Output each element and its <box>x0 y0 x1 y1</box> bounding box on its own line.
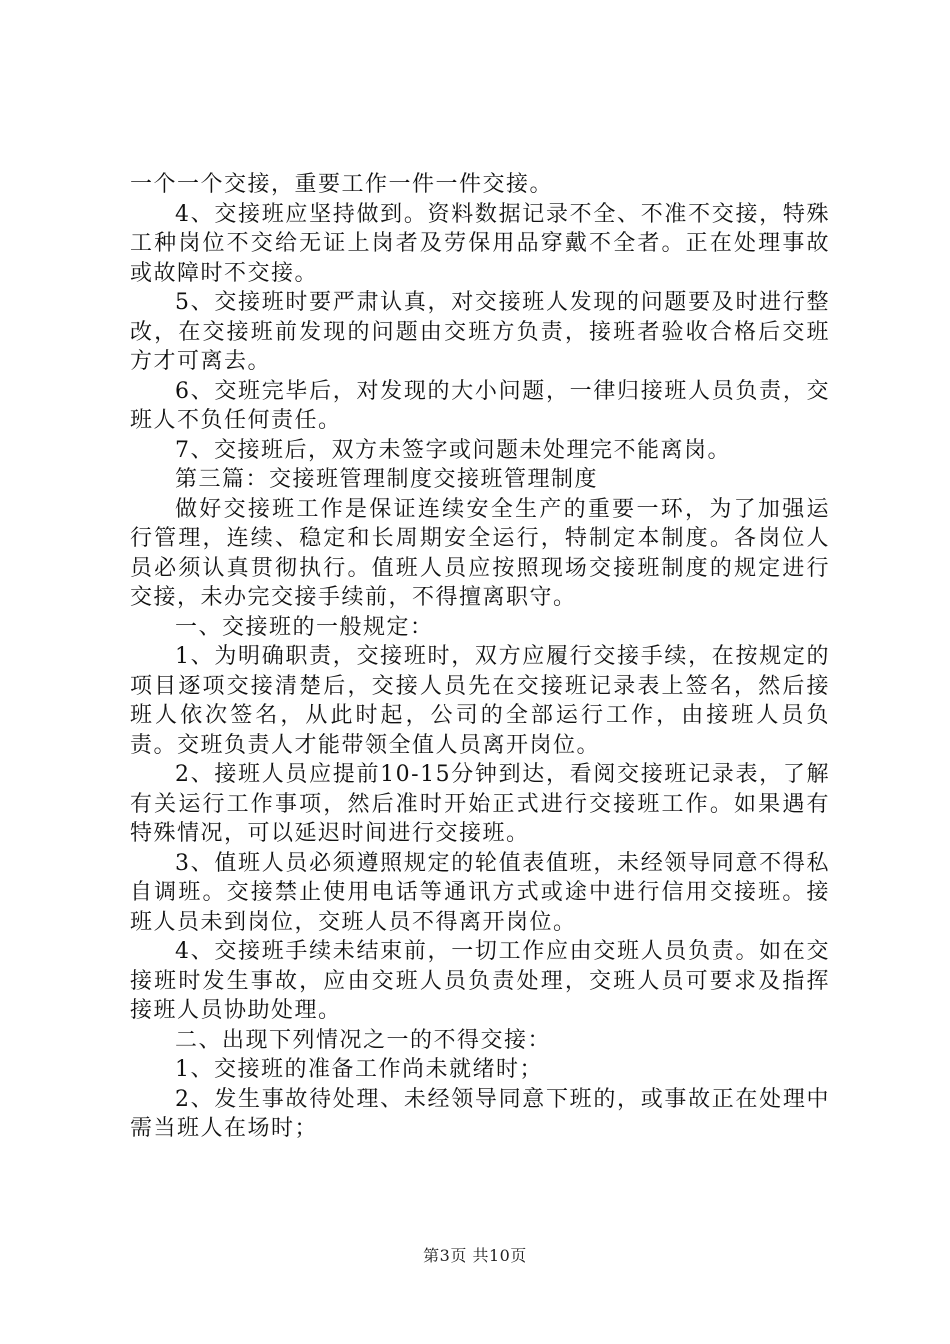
subsection-heading: 一、交接班的一般规定： <box>175 614 434 640</box>
subsection-heading: 二、出现下列情况之一的不得交接： <box>175 1027 552 1053</box>
paragraph: 做好交接班工作是保证连续安全生产的重要一环，为了加强运行管理，连续、稳定和长周期安全运行，特制定本制度。各岗位人员必须认真贯彻执行。值班人员应按照现场交接班制度的规定进行交接，未办完交接手续前，不得擅离职守。 <box>130 496 830 610</box>
paragraph: 1、为明确职责，交接班时，双方应履行交接手续，在按规定的项目逐项交接清楚后，交接人员先在交接班记录表上签名，然后接班人依次签名，从此时起，公司的全部运行工作，由接班人员负责。交班负责人才能带领全值人员离开岗位。 <box>130 644 830 758</box>
paragraph: 3、值班人员必须遵照规定的轮值表值班，未经领导同意不得私自调班。交接禁止使用电话等通讯方式或途中进行信用交接班。接班人员未到岗位，交班人员不得离开岗位。 <box>130 850 830 935</box>
paragraph: 5、交接班时要严肃认真，对交接班人发现的问题要及时进行整改，在交接班前发现的问题由交班方负责，接班者验收合格后交班方才可离去。 <box>130 290 830 374</box>
document-body <box>130 170 830 1144</box>
page-footer <box>0 1243 950 1266</box>
paragraph: 7、交接班后，双方未签字或问题未处理完不能离岗。 <box>175 437 731 463</box>
paragraph: 一个一个交接，重要工作一件一件交接。 <box>130 172 554 197</box>
paragraph: 1、交接班的准备工作尚未就绪时； <box>175 1057 543 1082</box>
paragraph: 4、交接班手续未结束前，一切工作应由交班人员负责。如在交接班时发生事故，应由交班人员负责处理，交班人员可要求及指挥接班人员协助处理。 <box>130 939 830 1023</box>
paragraph: 2、发生事故待处理、未经领导同意下班的，或事故正在处理中需当班人在场时； <box>130 1086 830 1141</box>
page-number-label: 第3页 共10页 <box>423 1246 527 1265</box>
paragraph: 6、交班完毕后，对发现的大小问题，一律归接班人员负责，交班人不负任何责任。 <box>130 378 830 433</box>
paragraph: 2、接班人员应提前10-15分钟到达，看阅交接班记录表，了解有关运行工作事项，然后准时开始正式进行交接班工作。如果遇有特殊情况，可以延迟时间进行交接班。 <box>130 762 830 846</box>
paragraph: 4、交接班应坚持做到。资料数据记录不全、不准不交接，特殊工种岗位不交给无证上岗者及劳保用品穿戴不全者。正在处理事故或故障时不交接。 <box>130 201 830 286</box>
section-heading: 第三篇：交接班管理制度交接班管理制度 <box>175 467 599 492</box>
